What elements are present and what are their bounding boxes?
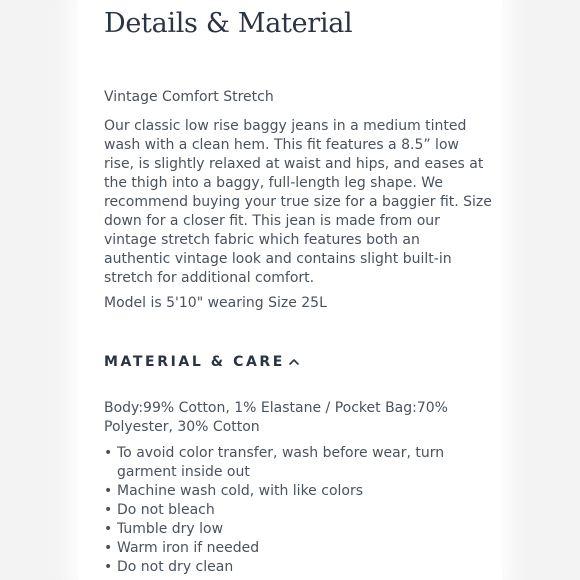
description-line: recommend buying your true size for a baggier fit. Size xyxy=(104,194,492,210)
bullet: • xyxy=(104,521,113,537)
care-instructions-list xyxy=(104,444,444,577)
care-item xyxy=(104,482,444,501)
care-item xyxy=(104,539,444,558)
description-line: authentic vintage look and contains slight built-in xyxy=(104,251,452,267)
description-line: Our classic low rise baggy jeans in a medium tinted xyxy=(104,118,467,134)
description-line: stretch for additional comfort. xyxy=(104,270,315,286)
care-item xyxy=(104,558,444,577)
care-item-text: Tumble dry low xyxy=(117,521,224,537)
description-line: wash with a clean hem. This fit features a 8.5” low xyxy=(104,137,459,153)
fabric-composition xyxy=(104,399,448,437)
description-line: vintage stretch fabric which features both an xyxy=(104,232,420,248)
care-item xyxy=(104,501,444,520)
section-title: Details & Material xyxy=(104,8,353,39)
description-line: the thigh into a baggy, full-length leg shape. We xyxy=(104,175,443,191)
composition-line: Polyester, 30% Cotton xyxy=(104,419,260,435)
description-line: down for a closer fit. This jean is made from our xyxy=(104,213,440,229)
description-line: rise, is slightly relaxed at waist and hips, and eases at xyxy=(104,156,484,172)
material-care-toggle[interactable] xyxy=(104,354,301,370)
fabric-name: Vintage Comfort Stretch xyxy=(104,89,274,105)
bullet: • xyxy=(104,502,113,518)
chevron-up-icon xyxy=(287,355,301,369)
bullet: • xyxy=(104,540,113,556)
care-item-text: garment inside out xyxy=(117,464,250,480)
product-description xyxy=(104,117,492,288)
bullet: • xyxy=(104,483,113,499)
care-item-text: Machine wash cold, with like colors xyxy=(117,483,364,499)
care-item-text: Warm iron if needed xyxy=(117,540,260,556)
care-item xyxy=(104,444,444,482)
model-size-info: Model is 5'10" wearing Size 25L xyxy=(104,295,327,311)
composition-line: Body:99% Cotton, 1% Elastane / Pocket Bag:70% xyxy=(104,400,448,416)
care-item xyxy=(104,520,444,539)
material-care-label: MATERIAL & CARE xyxy=(104,354,285,370)
bullet: • xyxy=(104,559,113,575)
care-item-text: To avoid color transfer, wash before wear, turn xyxy=(117,445,445,461)
care-item-text: Do not dry clean xyxy=(117,559,234,575)
bullet: • xyxy=(104,445,113,461)
care-item-text: Do not bleach xyxy=(117,502,215,518)
